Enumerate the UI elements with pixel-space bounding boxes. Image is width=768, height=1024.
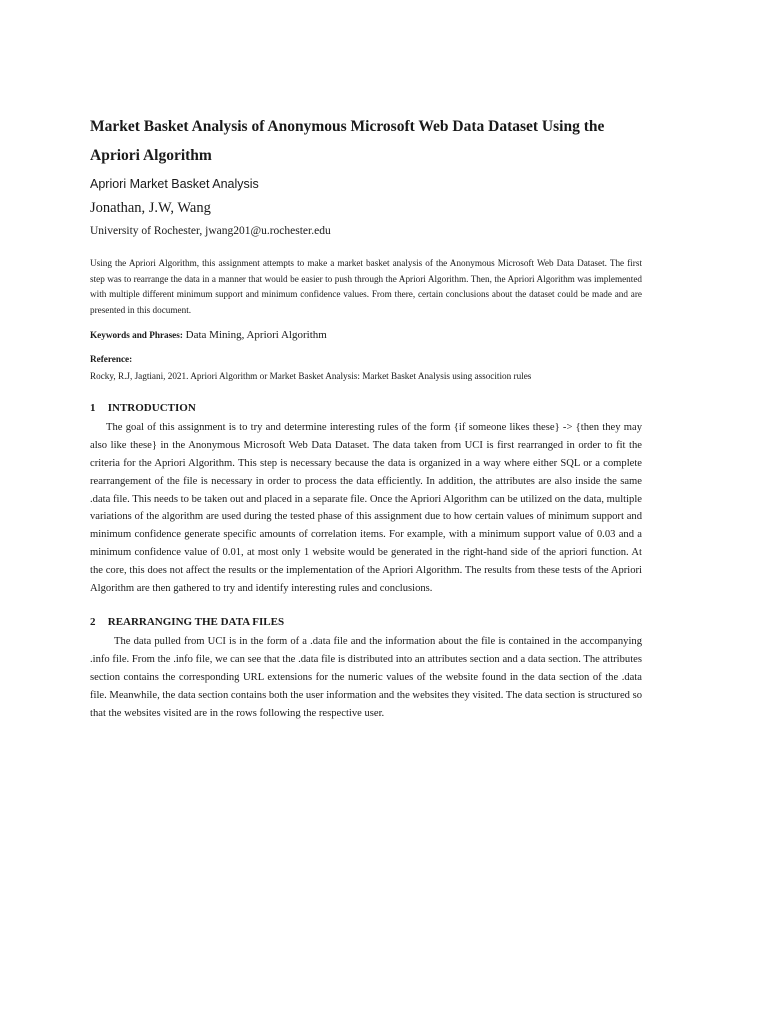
section-heading-introduction xyxy=(90,401,642,415)
section-body-rearranging: The data pulled from UCI is in the form of a .data file and the information about the file is contained in the accompanying .info file. From the .info file, we can see that the .data file is distributed into an attributes section and a data section. The attributes section contains the corresponding URL extensions for the numeric values of the website found in the data section of the .data file. Meanwhile, the data section contains both the user information and the websites they visited. The data section is structured so that the websites visited are in the rows following the respective user. xyxy=(90,636,643,719)
reference-text: Rocky, R.J, Jagtiani, 2021. Apriori Algorithm or Market Basket Analysis: Market Basket Analysis using assocition rules xyxy=(90,371,532,382)
keywords-label: Keywords and Phrases: xyxy=(90,330,183,341)
paper-title: Market Basket Analysis of Anonymous Microsoft Web Data Dataset Using the Apriori Algorithm xyxy=(90,118,605,164)
section-title: INTRODUCTION xyxy=(107,402,196,415)
author-name: Jonathan, J.W, Wang xyxy=(90,200,211,216)
keywords xyxy=(90,328,642,343)
section-body-introduction: The goal of this assignment is to try and determine interesting rules of the form {if someone likes these} -> {then they may also like these} in the Anonymous Microsoft Web Data Dataset. The data taken from UCI is first rearranged in order to fit the criteria for the Apriori Algorithm. This step is necessary because the data is organized in a way where either SQL or a complete rearrangement of the file is necessary in order to process the data efficiently. In addition, the attributes are also inside the same .data file. This needs to be taken out and placed in a separate file. Once the Apriori Algorithm can be utilized on the data, multiple variations of the algorithm are used during the tested phase of this assignment due to how certain values of minimum support and minimum confidence generate specific amounts of correlation items. For example, with a minimum support value of 0.03 and a minimum confidence value of 0.01, at most only 1 website would be generated in the right-hand side of the apriori function. At the core, this does not affect the results or the implementation of the Apriori Algorithm. The results from these tests of the Apriori Algorithm are then gathered to try and identify interesting rules and conclusions. xyxy=(90,422,642,594)
paper-subtitle: Apriori Market Basket Analysis xyxy=(90,177,259,191)
section-title: REARRANGING THE DATA FILES xyxy=(107,616,285,629)
section-number: 1 xyxy=(90,402,96,415)
section-number: 2 xyxy=(90,616,96,629)
paper-page xyxy=(90,112,642,722)
abstract: Using the Apriori Algorithm, this assignment attempts to make a market basket analysis of the Anonymous Microsoft Web Data Dataset. The first step was to rearrange the data in a manner that would be easier to push through the Apriori Algorithm. Then, the Apriori Algorithm was implemented with multiple different minimum support and minimum confidence values. From there, certain conclusions about the dataset could be made and are presented in this document. xyxy=(90,258,642,315)
section-heading-rearranging xyxy=(90,615,642,629)
author-affiliation: University of Rochester, jwang201@u.rochester.edu xyxy=(90,225,331,237)
keywords-text: Data Mining, Apriori Algorithm xyxy=(182,329,327,342)
reference-label: Reference: xyxy=(90,354,133,365)
